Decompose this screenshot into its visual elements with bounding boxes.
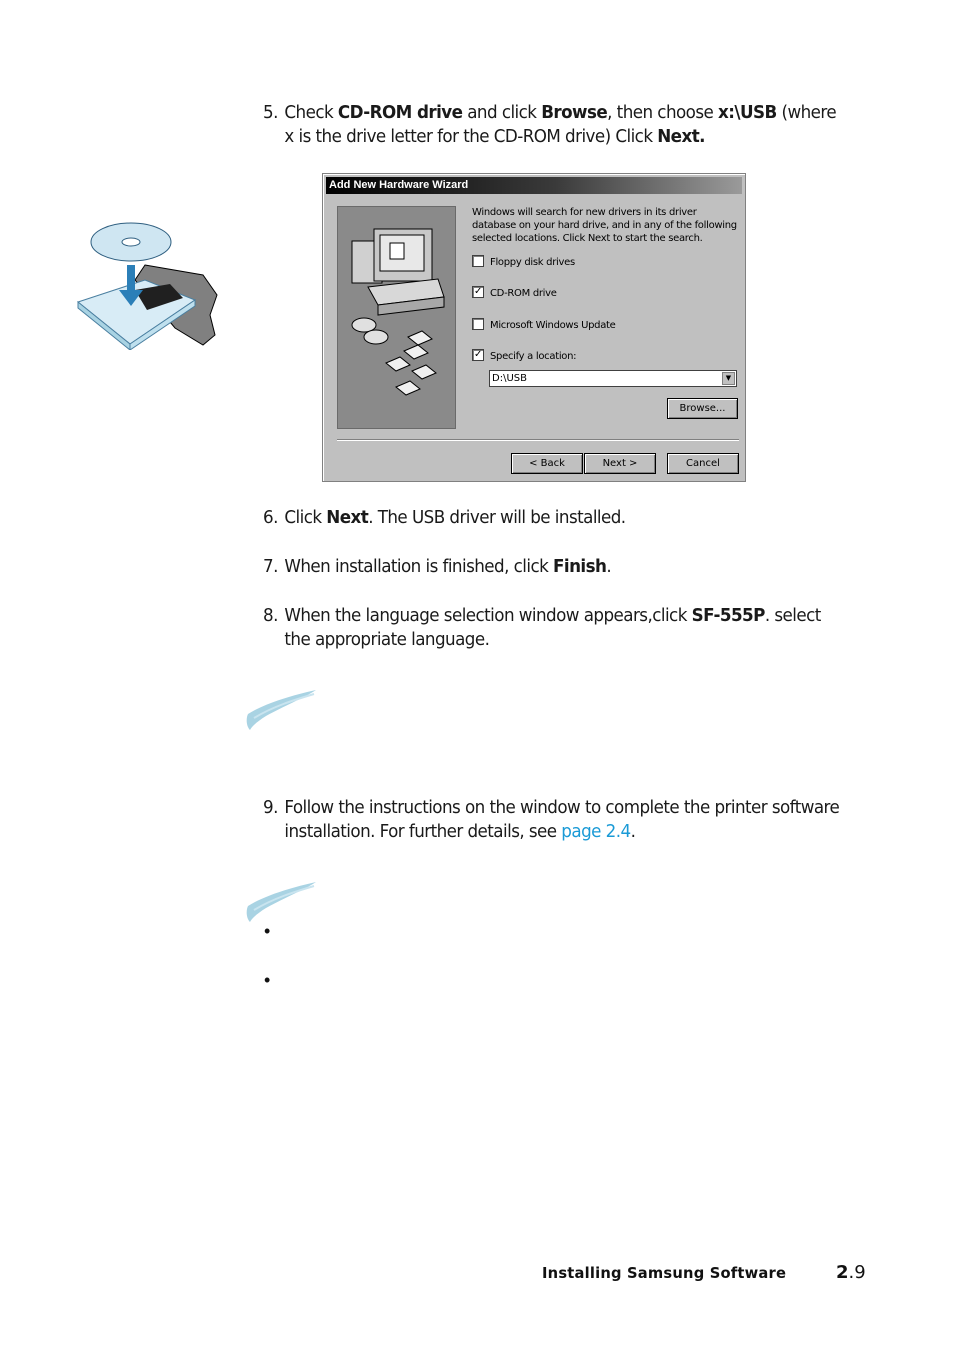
step-line-2: the appropriate language. [284, 629, 490, 650]
step-text: and click [462, 102, 542, 123]
bullet-point: • [264, 970, 271, 990]
step-text: Check [284, 102, 338, 123]
wizard-illustration [337, 206, 456, 429]
add-hardware-wizard-dialog [322, 173, 746, 482]
step-5 [263, 101, 840, 149]
wizard-message: Windows will search for new drivers in its driver database on your hard drive, and in any of the following selected locations. Click Next to start the search. [472, 207, 737, 244]
step-number: 5. [263, 102, 278, 123]
step-line-2 [263, 820, 840, 844]
checkbox-specify-location[interactable] [472, 350, 576, 364]
page-number [836, 1262, 866, 1283]
checkbox-box[interactable] [472, 255, 484, 267]
step-text: Follow the instructions on the window to complete the printer software [284, 797, 840, 818]
next-button[interactable]: Next > [584, 453, 656, 474]
step-bold: Browse [541, 102, 608, 123]
step-text: When installation is finished, click [284, 556, 554, 577]
step-9 [263, 796, 840, 844]
step-7 [263, 555, 840, 579]
step-bold: x:\USB [718, 102, 777, 123]
step-8 [263, 604, 840, 652]
checkbox-label: CD-ROM drive [490, 288, 557, 299]
step-number: 9. [263, 797, 278, 818]
step-bold: Finish [553, 556, 607, 577]
checkbox-label: Floppy disk drives [490, 257, 575, 268]
step-bold: CD-ROM drive [337, 102, 463, 123]
checkbox-box[interactable]: ✓ [473, 349, 483, 360]
note-brush-icon [244, 688, 320, 734]
back-button[interactable]: < Back [511, 453, 583, 474]
step-bold: SF-555P [691, 605, 765, 626]
chapter-number: 2 [836, 1262, 849, 1283]
checkbox-box[interactable] [472, 318, 484, 330]
step-text: installation. For further details, see [284, 821, 562, 842]
step-text: . The USB driver will be installed. [368, 507, 626, 528]
step-text: . select [764, 605, 821, 626]
location-combo[interactable] [489, 370, 737, 387]
step-text: . [630, 821, 636, 842]
checkbox-label: Microsoft Windows Update [490, 320, 616, 331]
browse-button[interactable]: Browse... [667, 398, 738, 419]
step-bold: Next. [657, 126, 705, 147]
note-brush-icon [244, 880, 320, 926]
page-suffix: .9 [848, 1262, 866, 1283]
checkbox-floppy[interactable] [472, 256, 575, 270]
dropdown-arrow-icon[interactable]: ▼ [722, 372, 735, 385]
step-text: When the language selection window appears,click [284, 605, 692, 626]
checkbox-label: Specify a location: [490, 351, 577, 362]
page-link[interactable]: page 2.4 [561, 821, 631, 842]
dialog-title: Add New Hardware Wizard [326, 177, 742, 194]
dialog-separator [337, 439, 739, 441]
bullet-point: • [264, 921, 271, 941]
step-line-2 [263, 125, 840, 149]
cancel-button[interactable]: Cancel [667, 453, 739, 474]
checkbox-box[interactable]: ✓ [473, 286, 483, 297]
cd-insert-illustration [75, 220, 220, 350]
step-number: 7. [263, 556, 278, 577]
step-number: 8. [263, 605, 278, 626]
checkbox-cdrom[interactable] [472, 287, 557, 301]
computer-disks-icon [338, 207, 455, 428]
step-text: , then choose [607, 102, 719, 123]
step-bold: Next [326, 507, 369, 528]
step-text: x is the drive letter for the CD-ROM drive) Click [284, 126, 658, 147]
step-text: (where [776, 102, 837, 123]
checkbox-windows-update[interactable] [472, 319, 616, 333]
location-value: D:\USB [492, 373, 527, 384]
step-text: . [606, 556, 612, 577]
step-6 [263, 506, 840, 530]
step-text: Click [284, 507, 327, 528]
step-number: 6. [263, 507, 278, 528]
footer-section-title: Installing Samsung Software [542, 1264, 787, 1282]
